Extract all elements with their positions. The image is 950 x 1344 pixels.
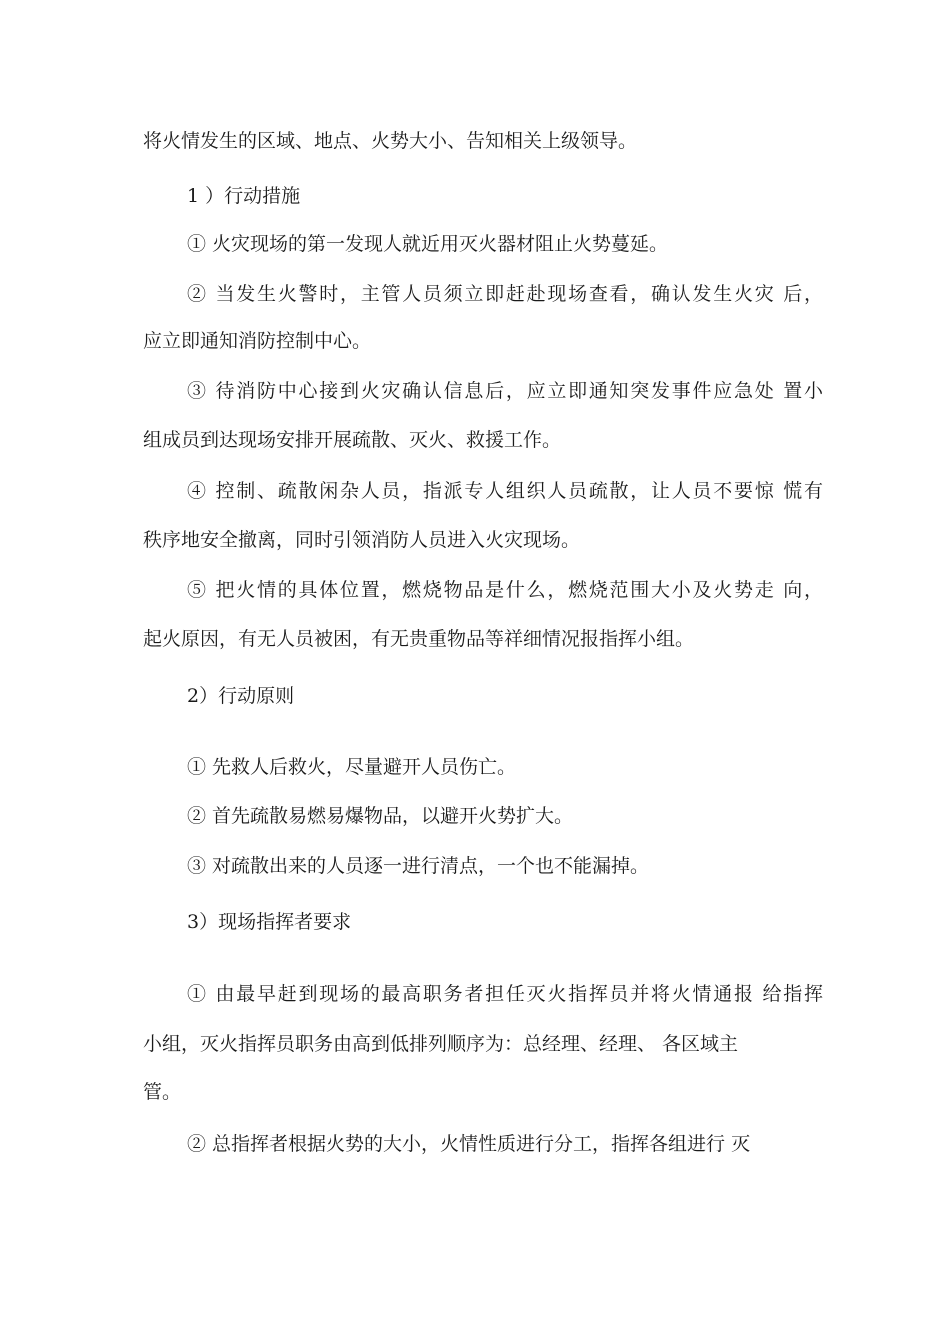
text-line-item-4-cont: 秩序地安全撤离，同时引领消防人员进入火灾现场。 [143, 529, 581, 551]
text-line-item-1: ① 火灾现场的第一发现人就近用灭火器材阻止火势蔓延。 [187, 233, 669, 255]
text-line-principle-1: ① 先救人后救火，尽量避开人员伤亡。 [187, 756, 517, 778]
text-line-requirement-1: ① 由最早赶到现场的最高职务者担任灭火指挥员并将火情通报 给指挥 [187, 983, 823, 1005]
heading-action-measures: 1 ）行动措施 [187, 185, 301, 207]
heading-commander-requirements: 3）现场指挥者要求 [187, 911, 352, 933]
text-line-item-2-cont: 应立即通知消防控制中心。 [143, 330, 372, 352]
heading-action-principles: 2）行动原则 [187, 685, 295, 707]
text-line-principle-3: ③ 对疏散出来的人员逐一进行清点，一个也不能漏掉。 [187, 855, 650, 877]
text-line-fire-report: 将火情发生的区域、地点、火势大小、告知相关上级领导。 [143, 130, 638, 152]
text-line-item-5-cont: 起火原因，有无人员被困，有无贵重物品等祥细情况报指挥小组。 [143, 628, 695, 650]
text-line-item-4: ④ 控制、疏散闲杂人员，指派专人组织人员疏散，让人员不要惊 慌有 [187, 480, 823, 502]
text-line-item-2: ② 当发生火警时，主管人员须立即赶赴现场查看，确认发生火灾 后， [187, 283, 823, 305]
text-line-item-3-cont: 组成员到达现场安排开展疏散、灭火、救援工作。 [143, 429, 562, 451]
text-line-requirement-1-cont: 小组，灭火指挥员职务由高到低排列顺序为：总经理、经理、 各区域主 [143, 1033, 739, 1055]
text-line-requirement-2: ② 总指挥者根据火势的大小，火情性质进行分工，指挥各组进行 灭 [187, 1133, 751, 1155]
text-line-principle-2: ② 首先疏散易燃易爆物品，以避开火势扩大。 [187, 805, 574, 827]
text-line-requirement-1-end: 管。 [143, 1081, 182, 1103]
text-line-item-3: ③ 待消防中心接到火灾确认信息后，应立即通知突发事件应急处 置小 [187, 380, 823, 402]
text-line-item-5: ⑤ 把火情的具体位置，燃烧物品是什么，燃烧范围大小及火势走 向， [187, 579, 823, 601]
